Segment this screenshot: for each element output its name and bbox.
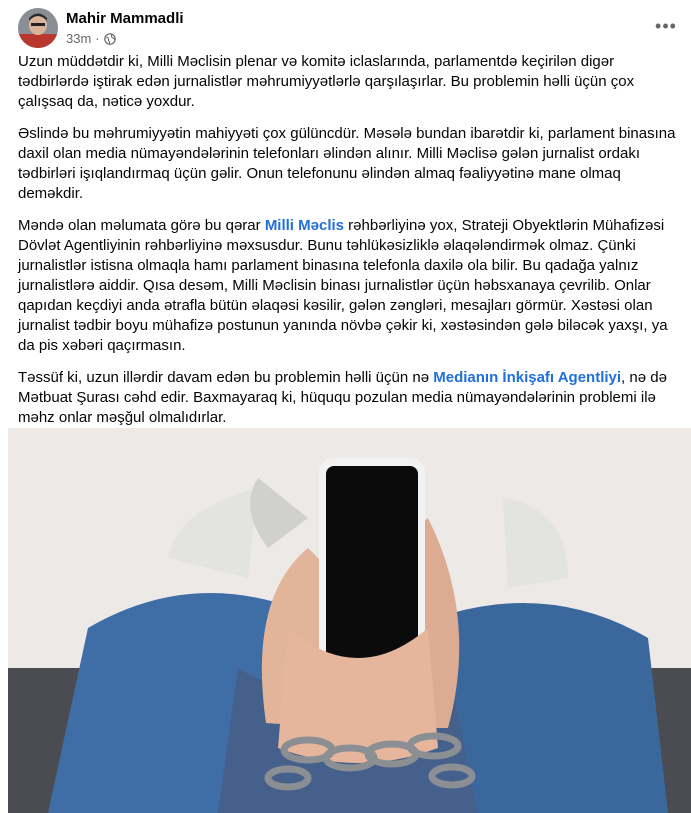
facebook-post xyxy=(8,0,691,813)
photo-illustration xyxy=(8,428,691,813)
more-options-icon[interactable]: ••• xyxy=(655,15,677,36)
page-mention-link[interactable]: Milli Məclis xyxy=(264,217,345,234)
post-meta: 33m · xyxy=(66,31,116,46)
paragraph-text: Məndə olan məlumata görə bu qərar xyxy=(18,217,265,234)
post-paragraph xyxy=(18,124,684,204)
post-paragraph xyxy=(18,52,684,112)
paragraph-text: rəhbərliyinə yox, Strateji Obyektlərin Mühafizəsi Dövlət Agentliyinin rəhbərliyinə məxsusdur. Bunu təhlükəsizliklə əlaqələndirmək olmaz. Çünki jurnalistlər istisna olmaqla hamı parlament binasına telefonla daxilə ola bilir. Bu qadağa yalnız jurnalistlərə aiddir. Qısa desəm, Milli Məclisin binası jurnalistlər üçün həbsxanaya çevrilib. Onlar qapıdan keçdiyi anda ətrafla bütün əlaqəsi kəsilir, gələn zəngləri, mesajları görmür. Xəstəsi olan jurnalist tədbir boyu mühafizə postunun yanında növbə çəkir ki, xəstəsindən gələ biləcək yaxşı, ya da pis xəbəri qaçırmasın. xyxy=(18,217,668,354)
paragraph-text: , nə də Mətbuat Şurası cəhd edir. Baxmayaraq ki, hüququ pozulan media nümayəndələrinin problemi ilə məhz onlar məşğul olmalıdırlar. xyxy=(18,369,667,426)
post-time[interactable]: 33m xyxy=(66,31,92,46)
post-header xyxy=(18,6,678,50)
author-name[interactable]: Mahir Mammadli xyxy=(66,10,184,27)
globe-icon[interactable] xyxy=(104,33,116,45)
paragraph-text: Təssüf ki, uzun illərdir davam edən bu problemin həlli üçün nə xyxy=(18,369,434,386)
post-photo[interactable] xyxy=(8,428,691,813)
avatar[interactable] xyxy=(18,8,58,48)
paragraph-text: Əslində bu məhrumiyyətin mahiyyəti çox gülüncdür. Məsələ bundan ibarətdir ki, parlament binasına daxil olan media nümayəndələrinin telefonları əlindən alınır. Milli Məclisə gələn jurnalist ordakı tədbirləri işıqlandırmaq üçün gəlir. Onun telefonunu əlindən almaq fəaliyyətinə mane olmaq deməkdir. xyxy=(18,125,676,202)
post-text xyxy=(18,52,684,440)
paragraph-text: Uzun müddətdir ki, Milli Məclisin plenar və komitə iclaslarında, parlamentdə keçirilən digər tədbirlərdə iştirak edən jurnalistlər məhrumiyyətlərlə qarşılaşırlar. Bu problemin həlli üçün çox çalışsaq da, nəticə yoxdur. xyxy=(18,53,635,110)
post-paragraph xyxy=(18,368,684,428)
page-mention-link[interactable]: Medianın İnkişafı Agentliyi xyxy=(433,369,622,386)
post-paragraph xyxy=(18,216,684,356)
